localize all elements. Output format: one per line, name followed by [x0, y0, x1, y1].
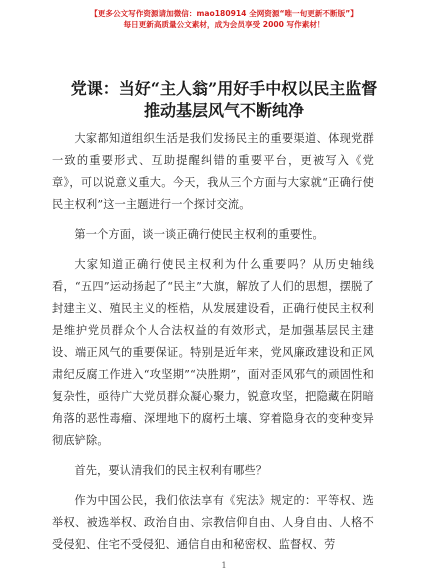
document-body: [52, 128, 374, 564]
paragraph-section-one-heading: 第一个方面，谈一谈正确行使民主权利的重要性。: [74, 228, 324, 241]
promo-banner: [0, 8, 448, 30]
document-title: [40, 78, 408, 122]
promo-banner-line-1: 【更多公文写作资源请加微信：mao180914 全网资源“唯一旬更新不断版”】: [90, 9, 358, 18]
title-line-1: 党课：当好“主人翁”用好手中权以民主监督: [70, 79, 378, 98]
paragraph-intro: 大家都知道组织生活是我们发扬民主的重要渠道、体现党群一致的重要形式、互助提醒纠错的重要平台，更被写入《党章》，可以说意义重大。今天，我从三个方面与大家就“正确行使民主权利”这一主题进行一个探讨交流。: [52, 132, 374, 211]
paragraph-first-question: 首先，要认清我们的民主权利有哪些？: [74, 464, 268, 477]
page-number: 1: [221, 561, 227, 570]
paragraph-importance: 大家知道正确行使民主权利为什么重要吗？从历史轴线看，“五四”运动扬起了“民主”大旗，解放了人们的思想，摆脱了封建主义、殖民主义的桎梏，从发展建设看，正确行使民主权利是维护党员群众个人合法权益的有效形式，是加强基层民主建设、端正风气的重要保证。特别是近年来，党风廉政建设和正风肃纪反腐工作进入“攻坚期”“决胜期”，面对歪风邪气的顽固性和复杂性，亟待广大党员群众凝心聚力，锐意攻坚，把隐藏在阴暗角落的恶性毒瘤、深埋地下的腐朽土壤、穿着隐身衣的变种变异彻底铲除。: [52, 258, 374, 447]
promo-banner-line-2: 每日更新高质量公文素材，成为会员享受 2000 写作素材！: [123, 20, 325, 29]
paragraph-rights-list: 作为中国公民，我们依法享有《宪法》规定的：平等权、选举权、被选举权、政治自由、宗教信仰自由、人身自由、人格不受侵犯、住宅不受侵犯、通信自由和秘密权、监督权、劳: [52, 494, 374, 551]
title-line-2: 推动基层风气不断纯净: [143, 101, 304, 120]
